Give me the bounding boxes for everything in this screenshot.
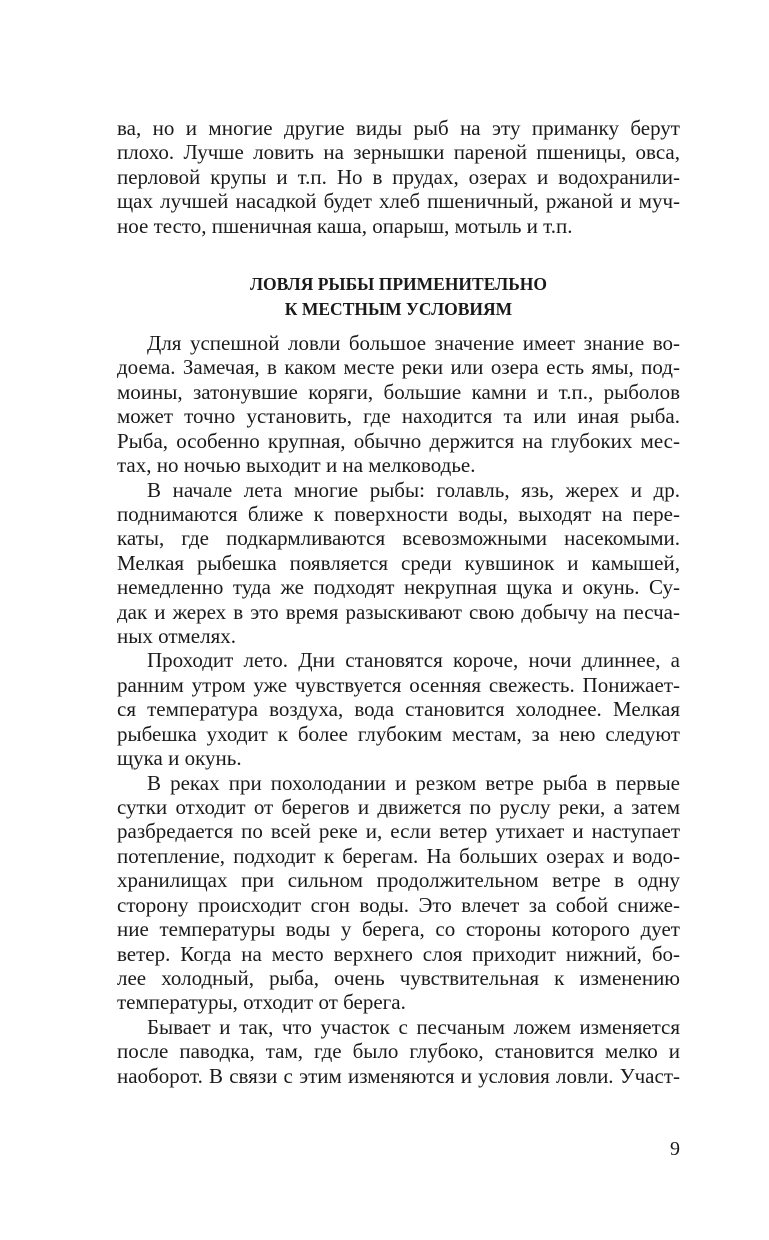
text-line: В начале лета многие рыбы: голавль, язь, жерех и др.	[147, 477, 680, 502]
text-line: Рыба, особенно крупная, обычно держится на глубоких мес-	[117, 428, 680, 453]
text-line: немедленно туда же подходят некрупная щука и окунь. Су-	[117, 575, 680, 600]
paragraph	[117, 478, 680, 649]
text-line: потепление, подходит к берегам. На больших озерах и водо-	[117, 843, 680, 868]
text-line: может точно установить, где находится та или иная рыба.	[117, 404, 680, 429]
text-line: Бывает и так, что участок с песчаным ложем изменяется	[147, 1014, 680, 1039]
text-line: дак и жерех в это время разыскивают свою добычу на песча-	[117, 599, 680, 624]
text-line: ное тесто, пшеничная каша, опарыш, мотыль и т.п.	[117, 213, 573, 238]
text-line: перловой крупы и т.п. Но в прудах, озерах и водохранили-	[117, 164, 680, 189]
paragraph	[117, 331, 680, 478]
text-line: ранним утром уже чувствуется осенняя свежесть. Понижает-	[117, 672, 680, 697]
text-line: щах лучшей насадкой будет хлеб пшеничный, ржаной и муч-	[117, 189, 680, 214]
text-line: ных отмелях.	[117, 624, 236, 649]
text-line: сутки отходит от берегов и движется по руслу реки, а затем	[117, 795, 680, 820]
text-line: каты, где подкармливаются всевозможными насекомыми.	[117, 526, 680, 551]
text-line: ва, но и многие другие виды рыб на эту приманку берут	[117, 116, 680, 140]
text-line: доема. Замечая, в каком месте реки или озера есть ямы, под-	[117, 355, 680, 380]
text-line: рыбешка уходит к более глубоким местам, за нею следуют	[117, 721, 680, 746]
text-line: температуры, отходит от берега.	[117, 990, 406, 1015]
text-line: хранилищах при сильном продолжительном ветре в одну	[117, 868, 680, 893]
paragraph	[117, 771, 680, 1015]
paragraph	[117, 648, 680, 770]
text-line: моины, затонувшие коряги, большие камни и т.п., рыболов	[117, 379, 680, 404]
text-line: В реках при похолодании и резком ветре рыба в первые	[147, 770, 680, 795]
text-line: плохо. Лучше ловить на зернышки пареной пшеницы, овса,	[117, 140, 680, 165]
section-heading	[117, 272, 680, 322]
heading-line: К МЕСТНЫМ УСЛОВИЯМ	[284, 299, 513, 319]
text-line: сторону происходит сгон воды. Это влечет за собой сниже-	[117, 892, 680, 917]
paragraph	[117, 1015, 680, 1088]
text-line: Мелкая рыбешка появляется среди кувшинок и камышей,	[117, 550, 680, 575]
continued-paragraph	[117, 116, 680, 238]
text-line: наоборот. В связи с этим изменяются и условия ловли. Участ-	[117, 1063, 680, 1088]
text-line: Для успешной ловли большое значение имеет знание во-	[147, 331, 680, 355]
text-line: ние температуры воды у берега, со стороны которого дует	[117, 917, 680, 942]
text-line: ветер. Когда на место верхнего слоя приходит нижний, бо-	[117, 941, 680, 966]
text-line: ся температура воздуха, вода становится холоднее. Мелкая	[117, 697, 680, 722]
text-line: разбредается по всей реке и, если ветер утихает и наступает	[117, 819, 680, 844]
text-line: тах, но ночью выходит и на мелководье.	[117, 453, 476, 478]
heading-line: ЛОВЛЯ РЫБЫ ПРИМЕНИТЕЛЬНО	[250, 274, 547, 294]
text-line: Проходит лето. Дни становятся короче, ночи длиннее, а	[147, 648, 680, 673]
page-number: 9	[670, 1138, 680, 1160]
text-line: после паводка, там, где было глубоко, становится мелко и	[117, 1039, 680, 1064]
text-line: лее холодный, рыба, очень чувствительная к изменению	[117, 965, 680, 990]
text-line: щука и окунь.	[117, 746, 242, 771]
section-body	[117, 331, 680, 1088]
text-line: поднимаются ближе к поверхности воды, выходят на пере-	[117, 501, 680, 526]
